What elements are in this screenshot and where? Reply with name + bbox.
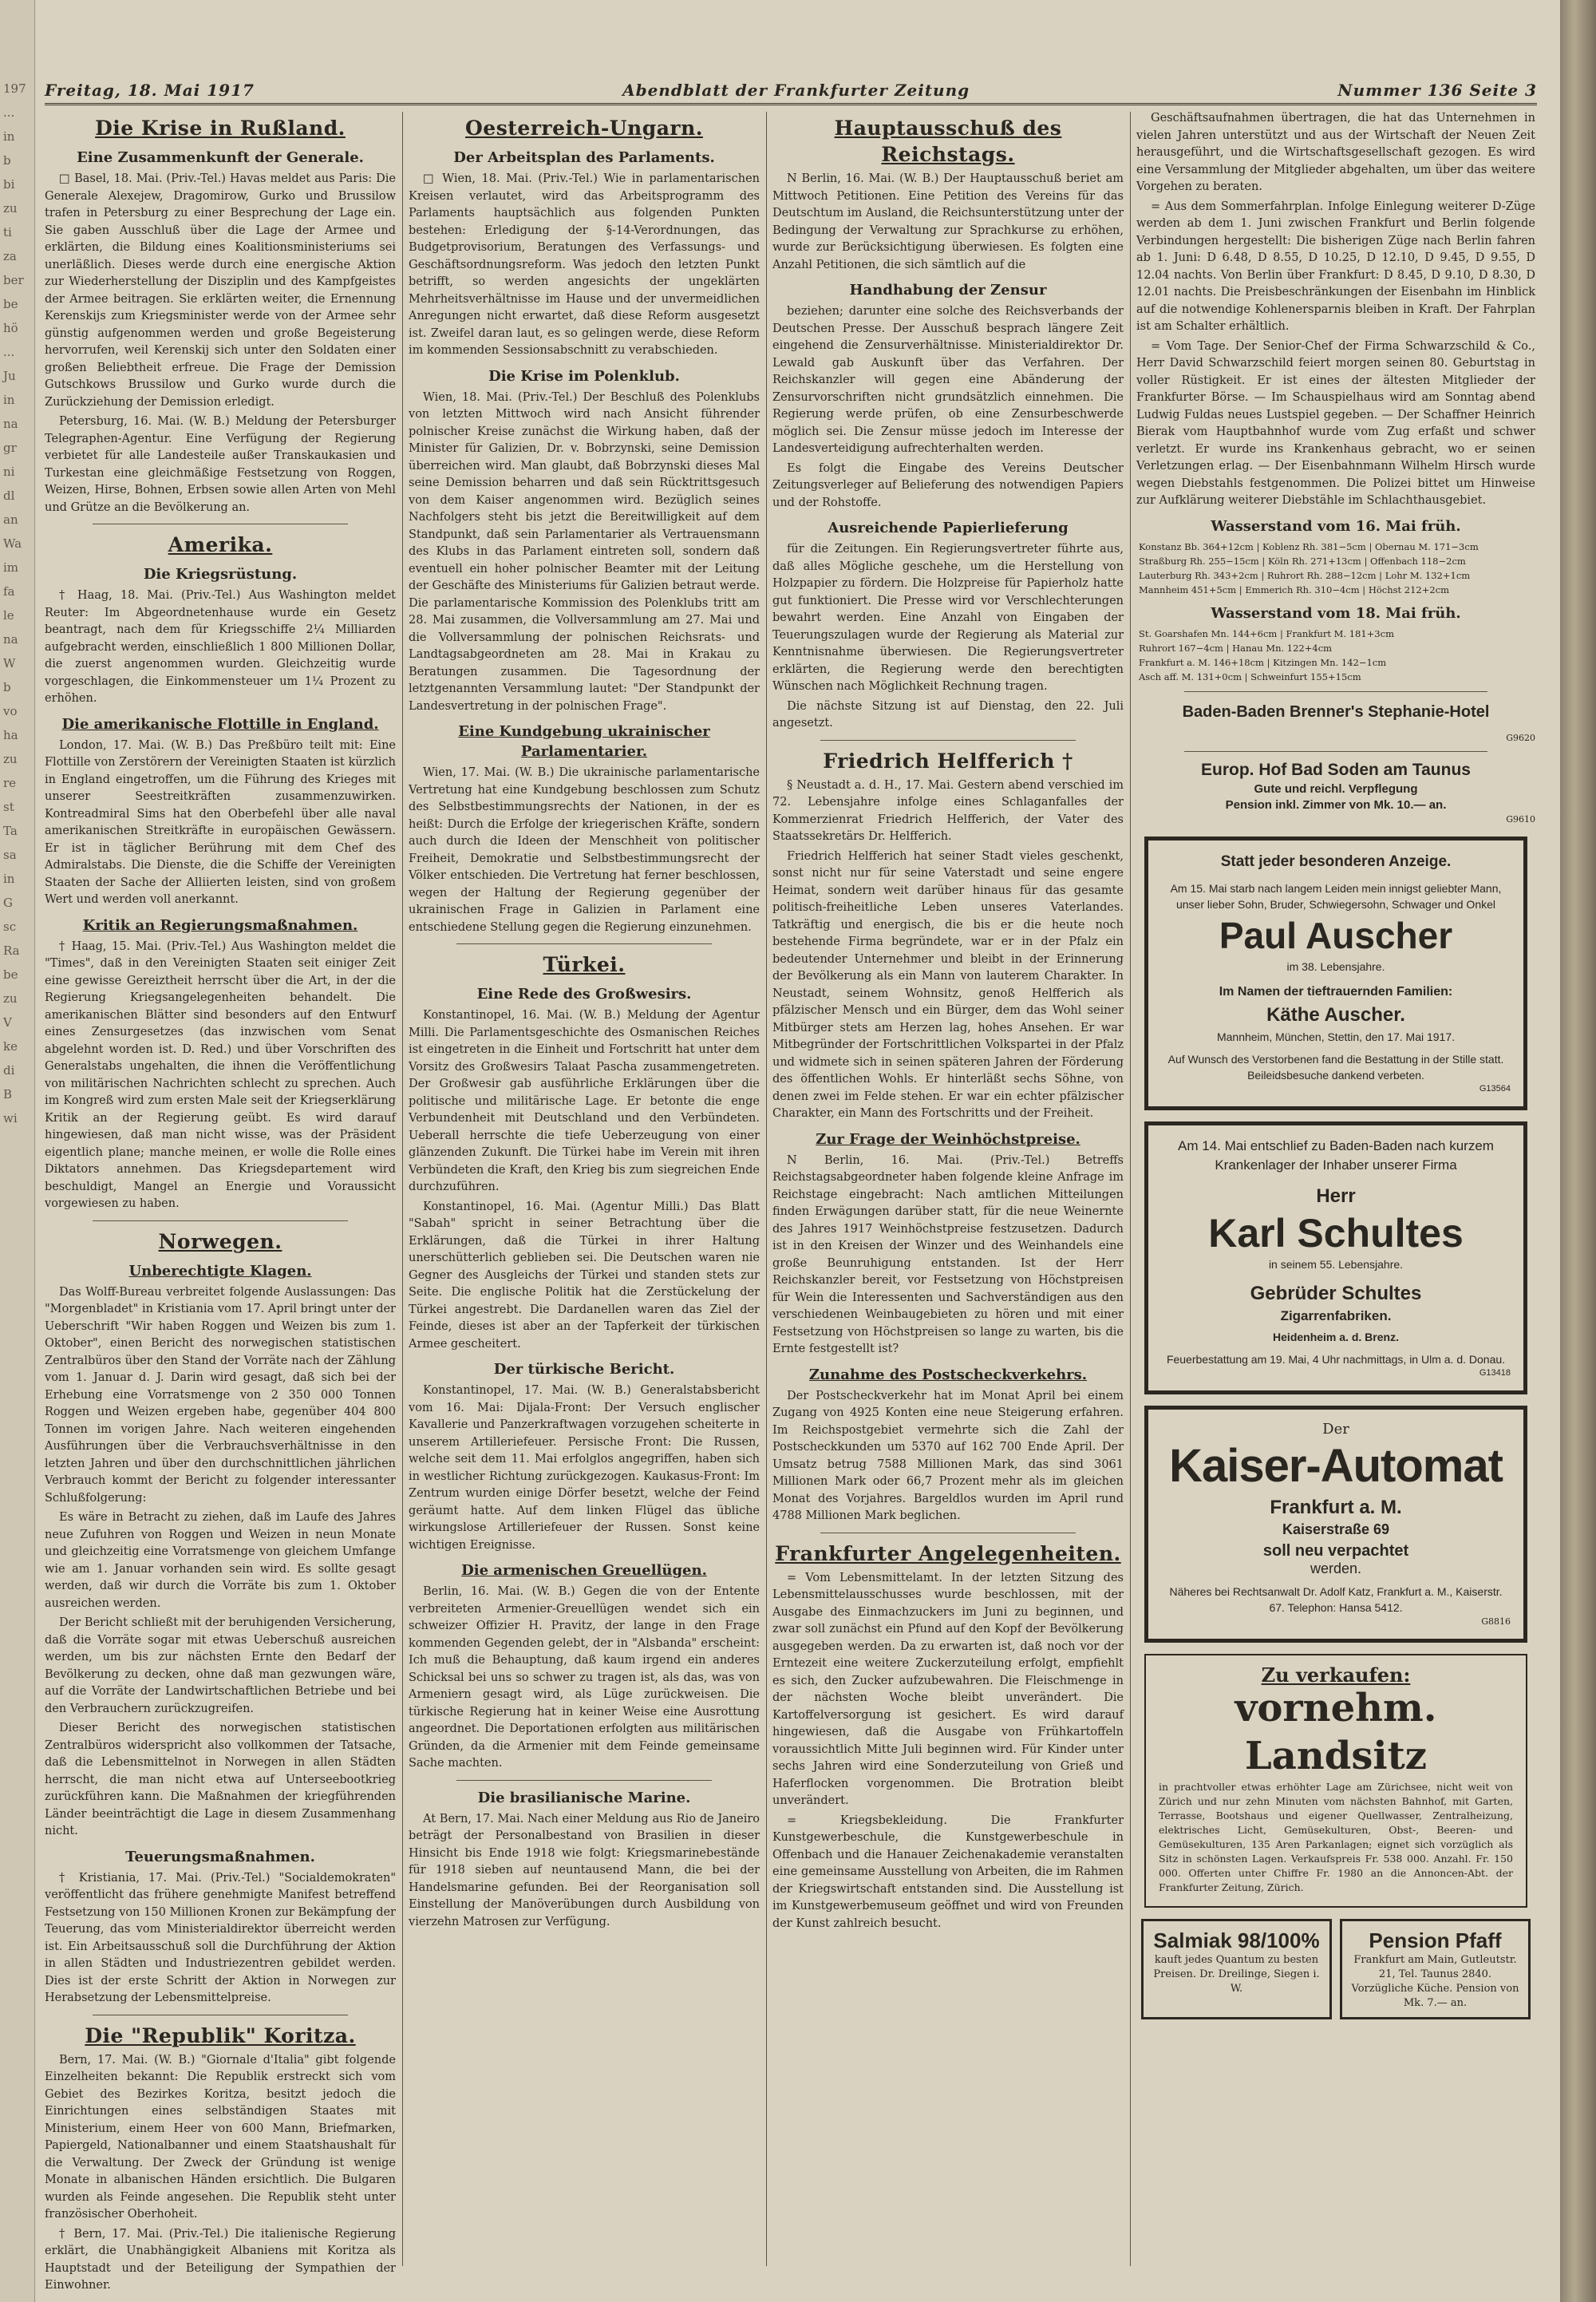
separator: [1184, 691, 1487, 692]
column-4: [1136, 110, 1535, 2270]
article-paragraph: Berlin, 16. Mai. (W. B.) Gegen die von der Entente verbreiteten Armenier-Greuellügen wendet sich ein schweizer Offizier H. Pravitz, der lange in den Frage kommenden Gegenden gelebt, der in "Alsbanda" erscheint: Ich muß die Behauptung, daß kaum irgend ein anderes Schicksal bei uns so schwer zu tragen ist, als das, was von Armeniern gesagt wird, als Lüge zurückweisen. Die türkische Regierung hat in keiner Weise eine Ausrottung angeordnet. Die Deportationen erfolgten aus militärischen Gründen, da die Armenier mit dem Feinde gemeinsame Sache machten.: [409, 1585, 760, 1770]
article-paragraph: Der Bericht schließt mit der beruhigenden Versicherung, daß die Vorräte sogar mit etwas Ueberschuß ausreichen werden, um bis zur nächsten Ernte den Bedarf der Bevölkerung zu decken, ohne daß man gezwungen wäre, auf die Vorräte der Landwirtschaftlichen Betriebe und bei den Verbrauchern zurückzugreifen.: [45, 1616, 396, 1715]
cut-text-fragment: hö: [3, 321, 18, 335]
article-paragraph: § Neustadt a. d. H., 17. Mai. Gestern abend verschied im 72. Lebensjahre infolge eines Schlaganfalles der Kommerzienrat Friedrich Helfferich, der Vater des Staatssekretärs Dr. Helfferich.: [772, 778, 1124, 843]
cut-text-fragment: sc: [3, 920, 17, 934]
cut-text-fragment: dl: [3, 488, 15, 503]
headline-helfferich: Friedrich Helfferich †: [823, 749, 1073, 773]
article-paragraph: Wien, 17. Mai. (W. B.) Die ukrainische parlamentarische Vertretung hat eine Kundgebung beschlossen zum Schutz des Selbstbestimmungsrechts der Nationen, in der es heißt: Durch die Erfolge der kriegerischen Kräfte, sondern auch durch die Ideen der Menschheit von politischer Freiheit, Demokratie und Selbstbestimmungsrecht der Völker entschieden. Die Vertretung hat ferner beschlossen, wegen der Haltung der Regierung gegenüber der ukrainischen Frage in Galizien in Parlament eine entschiedene Stellung gegen die Regierung einzunehmen.: [409, 766, 760, 934]
water-row: Konstanz Bb. 364+12cm | Koblenz Rh. 381−5cm | Obernau M. 171−3cm: [1139, 540, 1479, 552]
ad-pension-pfaff: [1340, 1919, 1531, 2019]
subhead-marine: Die brasilianische Marine.: [477, 1789, 691, 1806]
ad-landsitz-name: vornehm. Landsitz: [1235, 1685, 1437, 1778]
cut-text-fragment: za: [3, 249, 17, 263]
cut-text-fragment: zu: [3, 201, 18, 216]
headline-hauptausschuss: Hauptausschuß des Reichstags.: [834, 117, 1062, 166]
subhead-papier: Ausreichende Papierlieferung: [828, 520, 1069, 536]
article-paragraph: beziehen; darunter eine solche des Reichsverbands der Deutschen Presse. Der Ausschuß besprach längere Zeit eingehend die Zensurverhältnisse. Ministerialdirektor Dr. Lewald gab Auskunft über das Verfahren. Der Reichskanzler will gegen eine Abänderung der Zensurvorschriften nicht grundsätzlich einnehmen. Die Regierung werde prüfen, ob eine Zensurbeschwerde möglich sei. Die Zensur müsse jedoch im Interesse der Landesverteidigung aufrechterhalten werden.: [772, 305, 1124, 455]
obit-foot: Auf Wunsch des Verstorbenen fand die Bestattung in der Stille statt. Beileidsbesuche dankend verbeten.: [1167, 1052, 1504, 1082]
headline-oesterreich: Oesterreich-Ungarn.: [465, 117, 703, 140]
ad-kaiser-name: Kaiser-Automat: [1169, 1439, 1503, 1492]
subhead-generale: Eine Zusammenkunft der Generale.: [77, 149, 364, 166]
article-paragraph: = Vom Lebensmittelamt. In der letzten Sitzung des Lebensmittelausschusses wurde beschlossen, mit der Ausgabe des Einmachzuckers im Juni zu beginnen, und zwar soll zunächst ein Pfund auf den Kopf der Bevölkerung ausgegeben werden. Da zu erwarten ist, daß noch vor der Erntezeit eine weitere Zuckerzuteilung erfolgt, empfiehlt es sich, den Zucker aufzubewahren. Die Fleischmenge in der nächsten Woche bleibt unverändert. Die Kartoffelversorgung ist gesichert. Es wird darauf hingewiesen, daß die Ausgabe von Frühkartoffeln voraussichtlich Mitte Juli beginnen wird. Für Kinder unter sechs Jahren wird eine Sonderzuteilung von Grieß und Haferflocken vorgenommen. Die Brotration bleibt unverändert.: [772, 1571, 1124, 1807]
obit-top: Statt jeder besonderen Anzeige.: [1220, 852, 1452, 870]
obit-place: Heidenheim a. d. Brenz.: [1273, 1331, 1399, 1343]
ad-kaiser-soll: soll neu verpachtet: [1262, 1542, 1409, 1560]
cut-text-fragment: zu: [3, 752, 18, 766]
subhead-postscheck: Zunahme des Postscheckverkehrs.: [808, 1366, 1088, 1383]
cut-text-fragment: in: [3, 393, 15, 407]
article-paragraph: für die Zeitungen. Ein Regierungsvertreter führte aus, daß alles Mögliche geschehe, um die Herstellung von Holzpapier zu fördern. Die Holzpreise für Papierholz hatte gut funktioniert. Die Presse wird vor Verschlechterungen bewahrt werden. Eine Anzahl von Eingaben der Teuerungszulagen wurde der Regierung als Material zur Kenntnisnahme überwiesen. Die Regierungsvertreter erklärten, die Regierung werde den berechtigten Wünschen nach Möglichkeit Rechnung tragen.: [772, 543, 1124, 693]
water-row: Frankfurt a. M. 146+18cm | Kitzingen Mn. 142−1cm: [1139, 656, 1387, 668]
water-row: Ruhrort 167−4cm | Hanau Mn. 122+4cm: [1139, 642, 1333, 654]
cut-text-fragment: st: [3, 800, 14, 814]
ad-salmiak-title: Salmiak 98/100%: [1153, 1928, 1320, 1952]
article-paragraph: Friedrich Helfferich hat seiner Stadt vieles geschenkt, sonst nicht nur für seine Vaterstadt und seine engere Heimat, sondern weit darüber hinaus für das gesamte politisch-freiheitliche Leben unseres Vaterlandes. Tatkräftig und energisch, die bis er die heute noch bestehende Firma begründete, war er in der Pfalz ein bedeutender Unternehmer und bleibt in der Erinnerung der Bevölkerung als ein Mann von lauterem Charakter. In Neustadt, seinem Wohnsitz, genoß Helfferich als pfälzischer Mensch und ein Bürger, dem das Wohl seiner Mitbürger stets am Herzen lag, hohes Ansehen. Er war Mitbegründer der Fortschrittlichen Volkspartei in der Pfalz und widmete sich in seinen späteren Jahren der Förderung des öffentlichen Wohls. Er hinterläßt sechs Söhne, von denen zwei im Felde stehen. Er war ein echter pfälzischer Charakter, ein Mann des Fortschritts und der Freiheit.: [772, 849, 1124, 1120]
ad-kaiser-city: Frankfurt a. M.: [1270, 1496, 1402, 1518]
article-paragraph: □ Wien, 18. Mai. (Priv.-Tel.) Wie in parlamentarischen Kreisen verlautet, wird das Arbeitsprogramm des Parlaments hauptsächlich aus folgenden Punkten bestehen: Erledigung der §-14-Verordnungen, das Budgetprovisorium, Beratungen des Verfassungs- und Geschäftsordnungsreform. Was jedoch den letzten Punkt betrifft, so werden angesichts der ungeklärten Mehrheitsverhältnisse im Hause und der unvermeidlichen Anregungen nicht erwartet, daß diese Reform ausgesetzt ist. Zweifel daran laut, es so gelingen werde, diese Reform im kommenden Sessionsabschnitt zu verabschieden.: [409, 172, 760, 357]
article-paragraph: Konstantinopel, 16. Mai. (W. B.) Meldung der Agentur Milli. Die Parlamentsgeschichte des Osmanischen Reiches ist eingetreten in die Einheit und Fortschritt hat unter dem Vorsitz des Großwesirs Talaat Pascha zusammengetreten. Der Großwesir gab ausführliche Erklärungen über die politische und militärische Lage. Er betonte die enge Verbundenheit mit Deutschland und den Verbündeten. Ueberall herrschte die tiefe Ueberzeugung von einer glänzenden Zukunft. Die Türkei habe im Verein mit ihren Verbündeten die Kraft, den Krieg bis zum siegreichen Ende durchzuführen.: [409, 1009, 760, 1193]
cut-text-fragment: B: [3, 1087, 13, 1102]
cut-text-fragment: V: [3, 1015, 12, 1030]
ad-salmiak-text: kauft jedes Quantum zu besten Preisen. Dr. Dreilinge, Siegen i. W.: [1153, 1953, 1320, 1995]
cut-text-fragment: Ta: [3, 824, 18, 838]
cut-text-fragment: ...: [3, 105, 15, 120]
article-paragraph: London, 17. Mai. (W. B.) Das Preßbüro teilt mit: Eine Flottille von Zerstörern der Vereinigten Staaten ist kürzlich in England eingetroffen, um die Führung des Krieges mit unserer Seestreitkräften zusammenzuwirken. Kontreadmiral Sims hat den Oberbefehl über alle naval amerikanischen Streitkräfte in europäischen Gewässern. Er ist in täglicher Berührung mit dem Chef des Admiralstabs. Die Dienste, die die Schiffe der Vereinigten Staaten der Sache der Alliierten leisten, sind von großem Wert und werden voll anerkannt.: [45, 738, 396, 906]
cut-text-fragment: fa: [3, 584, 15, 599]
cut-text-fragment: be: [3, 967, 18, 982]
ad-landsitz-text: in prachtvoller etwas erhöhter Lage am Zürichsee, nicht weit von Zürich und nur zehn Minuten vom nächsten Bahnhof, mit Garten, Terrasse, Bootshaus und eigener Quellwasser, Zentralheizung, elektrisches Licht, Gemüsekulturen, Obst-, Beeren- und Gemüsekulturen, 135 Aren Parkanlagen; eignet sich vorzüglich als Sitz in schönsten Lagen. Verkaufspreis Fr. 538 000. Anzahl. Fr. 150 000. Offerten unter Chiffre Fr. 1980 an die Annoncen-Abt. der Frankfurter Zeitung, Zürich.: [1159, 1780, 1513, 1893]
article-paragraph: Dieser Bericht des norwegischen statistischen Zentralbüros widerspricht also vollkommen der Tatsache, daß die Lebensmittelnot in Norwegen in allen Städten herrscht, die man nicht etwa auf Unterseebootkrieg zurückführen kann. Die Maßnahmen der kriegführenden Länder beeinträchtigt die Lage in diesem Zusammenhang nicht.: [45, 1722, 396, 1837]
ad-landsitz-top: Zu verkaufen:: [1261, 1663, 1411, 1687]
subhead-arbeitsplan: Der Arbeitsplan des Parlaments.: [453, 149, 715, 166]
ad-code: G13564: [1479, 1083, 1511, 1094]
article-paragraph: At Bern, 17. Mai. Nach einer Meldung aus Rio de Janeiro beträgt der Personalbestand von Brasilien in dieser Hinsicht bis Ende 1918 wie folgt: Kriegsmarinebestände für 1918 sieben auf neuntausend Mann, die bei der Handelsmarine gefunden. Bei der Reorganisation soll Einstellung der Manöverübungen durch Ausbildung von vierzehn Matrosen zur Verfügung.: [409, 1812, 760, 1928]
subhead-rede: Eine Rede des Großwesirs.: [476, 986, 692, 1003]
article-paragraph: † Kristiania, 17. Mai. (Priv.-Tel.) "Socialdemokraten" veröffentlicht das frühere genehmigte Manifest betreffend Festsetzung von 150 Millionen Kronen zur Bekämpfung der Teuerung, das vom Ministerialdirektor überreicht werden ist. Ein Arbeitsausschuß soll die Durchführung der Aktion in allen Städten und Industriezentren gebildet werden. Dies ist der erste Schritt der Aktion in Norwegen zur Herabsetzung der Lebensmittelpreise.: [45, 1871, 396, 2004]
cut-text-fragment: vo: [3, 704, 18, 718]
obit-place: Mannheim, München, Stettin, den 17. Mai 1917.: [1216, 1030, 1456, 1043]
subhead-greuel: Die armenischen Greuellügen.: [461, 1562, 707, 1579]
article-paragraph: † Haag, 18. Mai. (Priv.-Tel.) Aus Washington meldet Reuter: Im Abgeordnetenhause wurde ein Gesetz beantragt, nach dem für Kriegsschiffe 2¼ Milliarden aufgebracht werden, einschließlich 1 800 Millionen Dollar, die zuerst angenommen wurden. Gleichzeitig wurde vorgeschlagen, die Einkommensteuer um 1¼ Prozent zu erhöhen.: [45, 589, 396, 705]
article-paragraph: = Aus dem Sommerfahrplan. Infolge Einlegung weiterer D-Züge werden ab dem 1. Juni zwischen Frankfurt und Berlin folgende Verbindungen hergestellt: Die bisherigen Züge nach Berlin fahren ab 1. Juni: D 6.48, D 8.55, D 10.25, D 12.10, D 9.45, D 9.55, D 12.04 nachts. Von Berlin über Frankfurt: D 8.45, D 9.10, D 8.30, D 12.01 nachts. Die Preisbeschränkungen der Eisenbahn im Hinblick auf die notwendige Kohlenersparnis bleiben in Kraft. Der Fahrplan ist am Schalter erhältlich.: [1136, 200, 1535, 333]
cut-text-fragment: gr: [3, 441, 17, 455]
article-paragraph: † Bern, 17. Mai. (Priv.-Tel.) Die italienische Regierung erklärt, die Unabhängigkeit Albaniens mit Koritza als Hauptstadt und der Beteiligung der Sympathien der Einwohner.: [45, 2227, 396, 2292]
cut-text-fragment: ke: [3, 1039, 18, 1054]
subhead-kundgebung: Eine Kundgebung ukrainischer Parlamentarier.: [458, 723, 710, 760]
water-row: Asch aff. M. 131+0cm | Schweinfurt 155+15cm: [1139, 670, 1361, 682]
article-paragraph: N Berlin, 16. Mai. (Priv.-Tel.) Betreffs Reichstagsabgeordneter haben folgende kleine Anfrage im Reichstage eingebracht: Nach amtlichen Mitteilungen finden Erwägungen darüber statt, für die neue Weinernte des Jahres 1917 Weinhöchstpreise festzusetzen. Dadurch ist in den Kreisen der Winzer und des Weinhandels eine große Beunruhigung entstanden. Ist der Herr Reichskanzler bereit, vor Festsetzung von Höchstpreisen für Wein die Interessenten und Sachverständigen aus den verschiedenen Weinbaugebieten zu hören und mit einer Festsetzung von Höchstpreisen so lange zu warten, bis die Ernte festgestellt ist?: [772, 1153, 1124, 1355]
cut-text-fragment: an: [3, 512, 18, 527]
article-paragraph: Bern, 17. Mai. (W. B.) "Giornale d'Italia" gibt folgende Einzelheiten bekannt: Die Republik erstreckt sich vom Gebiet des Bezirkes Koritza, besitzt jedoch die Einrichtungen eines selbständigen Staates mit Ministerium, einem Heer von 600 Mann, Briefmarken, Papiergeld, Nationalbanner und einem Staatshaushalt für die Verwaltung. Der Zweck der Gründung ist wenige Monate in albanischen Händen ersichtlich. Die Bulgaren wurden als Feinde angesehen. Die Republik steht unter französischer Oberhoheit.: [45, 2053, 396, 2221]
ad-kaiser-werden: werden.: [1310, 1560, 1362, 1576]
column-rule: [766, 112, 767, 2266]
cut-text-fragment: in: [3, 872, 15, 886]
water-row: Mannheim 451+5cm | Emmerich Rh. 310−4cm | Höchst 212+2cm: [1139, 583, 1450, 595]
cut-text-fragment: di: [3, 1063, 15, 1078]
headline-republik: Die "Republik" Koritza.: [85, 2023, 356, 2047]
subhead-flottille: Die amerikanische Flottille in England.: [61, 715, 379, 733]
ad-row-bottom: [1141, 1919, 1531, 2019]
obituary-auscher: [1144, 837, 1527, 1110]
water-row: Straßburg Rh. 255−15cm | Köln Rh. 271+13cm | Offenbach 118−2cm: [1139, 555, 1466, 567]
cut-text-fragment: Ju: [3, 369, 16, 383]
previous-page-edge: [0, 0, 35, 2302]
article-paragraph: Die nächste Sitzung ist auf Dienstag, den 22. Juli angesetzt.: [772, 699, 1124, 730]
obit-name: Paul Auscher: [1219, 914, 1453, 956]
water-level-16-title: Wasserstand vom 16. Mai früh.: [1211, 517, 1461, 535]
article-paragraph: Das Wolff-Bureau verbreitet folgende Auslassungen: Das "Morgenbladet" in Kristiania vom 17. April bringt unter der Ueberschrift "Wir haben Roggen und Weizen bis zum 1. Oktober", einen Bericht des norwegischen statistischen Zentralbüros über den Stand der Vorräte nach der Zählung vom 1. Januar d. J. Darin wird gesagt, daß sich bei der Erhebung eine Vorratsmenge von 2 350 000 Tonnen Roggen und Weizen ergeben habe, gegenüber 404 800 Tonnen im vorigen Jahre. Nach weiteren eingehenden Ausführungen über die Verbrauchsverhältnisse in den letzten Jahren und über den durchschnittlichen jährlichen Verbrauch kommt der Bericht zu folgender interessanter Schlußfolgerung:: [45, 1285, 396, 1505]
separator: [820, 740, 1076, 741]
cut-text-fragment: b: [3, 153, 11, 168]
article-paragraph: Wien, 18. Mai. (Priv.-Tel.) Der Beschluß des Polenklubs von letzten Mittwoch wird nach Ansicht führender polnischer Kreise zunächst die Wirkung haben, daß der Minister für Galizien, Dr. v. Bobrzynski, seine Demission überreichen wird. Man glaubt, daß Bobrzynski dieses Mal seine Demission beharren und daß sein Rücktrittsgesuch von dem Kaiser angenommen wird. Bezüglich seines Nachfolgers steht bis jetzt die Bereitwilligkeit auf dem Standpunkt, daß sein Parlamentarier als Vertrauensmann des Klubs in das Parlament eintreten soll, sondern daß eventuell ein hoher polnischer Beamter mit der Leitung der Geschäfte des Ministeriums für Galizien betraut werde. Die parlamentarische Kommission des Polenklubs tritt am 28. Mai zusammen, die Vollversammlung am 27. Mai und die Vollversammlung der polnischen Reichsrats- und Landtagsabgeordneten am 28. Mai in Krakau zu Beratungen zusammen. Die Tagesordnung der letztgenannten Versammlung lautet: "Der Standpunkt der Landesvertretung in der polnischen Frage".: [409, 390, 760, 713]
cut-text-fragment: re: [3, 776, 17, 790]
ad-code: G9610: [1506, 813, 1535, 825]
separator: [456, 1780, 712, 1781]
page-header: [45, 77, 1537, 105]
cut-text-fragment: wi: [3, 1111, 18, 1125]
ad-kaiser-automat: [1144, 1406, 1527, 1643]
separator: [93, 1220, 348, 1221]
ad-kaiser-info: Näheres bei Rechtsanwalt Dr. Adolf Katz, Frankfurt a. M., Kaiserstr. 67. Telephon: Hansa 5412.: [1169, 1585, 1503, 1614]
obit-age: in seinem 55. Lebensjahre.: [1268, 1257, 1404, 1271]
water-level-18-title: Wasserstand vom 18. Mai früh.: [1211, 604, 1461, 622]
cut-text-fragment: be: [3, 297, 18, 311]
column-3: [772, 110, 1124, 2270]
headline-frankfurter: Frankfurter Angelegenheiten.: [775, 1541, 1121, 1565]
subhead-teuerung: Teuerungsmaßnahmen.: [125, 1848, 315, 1865]
subhead-bericht: Der türkische Bericht.: [493, 1361, 675, 1378]
ad-kaiser-street: Kaiserstraße 69: [1282, 1521, 1390, 1537]
cut-text-fragment: ber: [3, 273, 24, 287]
water-level-18-table: [1136, 627, 1535, 684]
ad-soden-title: Europ. Hof Bad Soden am Taunus: [1201, 760, 1471, 779]
obit-herr: Herr: [1316, 1185, 1356, 1207]
separator: [1184, 751, 1487, 752]
obituary-schultes: [1144, 1121, 1527, 1395]
cut-text-fragment: b: [3, 680, 11, 694]
obit-family: Im Namen der tieftrauernden Familien:: [1219, 984, 1453, 999]
cut-text-fragment: ...: [3, 345, 15, 359]
obit-text: Am 14. Mai entschlief zu Baden-Baden nach kurzem Krankenlager der Inhaber unserer Firma: [1178, 1137, 1494, 1173]
subhead-kritik: Kritik an Regierungsmaßnahmen.: [82, 916, 358, 934]
cut-text-fragment: zu: [3, 991, 18, 1006]
article-paragraph: Geschäftsaufnahmen übertragen, die hat das Unternehmen in vielen Jahren unterstützt und aus der Wirtschaft der Neuen Zeit herausgeführt, und die Wirtschaftsgesellschaft gezogen. Es wird eine Versammlung der Mitglieder abgehalten, um über das weitere Vorgehen zu beraten.: [1136, 112, 1535, 193]
article-paragraph: † Haag, 15. Mai. (Priv.-Tel.) Aus Washington meldet die "Times", daß in den Vereinigten Staaten seit einiger Zeit eine gewisse Gereiztheit herrscht über die Art, in der die Regierung Kriegsangelegenheiten behandelt. Die amerikanischen Blätter sind besonders auf den Entwurf eines Zensurgesetzes (das inzwischen vom Senat abgelehnt worden ist. D. Red.) und über Vorschriften des Generalstabs ungehalten, die ihnen die Veröffentlichung von militärischen Nachrichten schlecht zu sprechen. Auch im Kongreß wird zum ersten Male seit der Kriegserklärung Kritik an der Regierung geübt. Es wird darauf hingewiesen, daß man nicht wisse, was der Präsident eigentlich plane; manche meinen, er wolle die Rolle eines Diktators annehmen. Das Kriegsdepartement wird beschuldigt, Mangel an Energie und Voraussicht vorgewiesen zu haben.: [45, 939, 396, 1210]
column-1: [45, 110, 396, 2292]
water-row: Lauterburg Rh. 343+2cm | Ruhrort Rh. 288−12cm | Lohr M. 132+1cm: [1139, 569, 1471, 581]
cut-text-fragment: ti: [3, 225, 12, 239]
subhead-polenklub: Die Krise im Polenklub.: [488, 367, 680, 385]
ad-pfaff-title: Pension Pfaff: [1369, 1928, 1502, 1952]
header-number: Nummer 136 Seite 3: [1337, 80, 1537, 100]
cut-text-fragment: Wa: [3, 536, 22, 551]
ad-code: G13418: [1479, 1368, 1511, 1378]
header-masthead: Abendblatt der Frankfurter Zeitung: [622, 80, 970, 100]
obit-firm: Gebrüder Schultes: [1250, 1282, 1422, 1304]
book-spine: [1560, 0, 1596, 2302]
ad-code: G9620: [1506, 732, 1535, 743]
obit-age: im 38. Lebensjahre.: [1286, 959, 1385, 973]
ad-brenner: Baden-Baden Brenner's Stephanie-Hotel: [1182, 702, 1490, 721]
ad-landsitz: [1144, 1654, 1527, 1908]
cut-text-fragment: sa: [3, 848, 17, 862]
column-2: [409, 110, 760, 2270]
subhead-weinhoechst: Zur Frage der Weinhöchstpreise.: [816, 1130, 1080, 1148]
header-date: Freitag, 18. Mai 1917: [45, 80, 255, 100]
cut-text-fragment: ha: [3, 728, 18, 742]
cut-text-fragment: le: [3, 608, 14, 623]
cut-text-fragment: na: [3, 417, 18, 431]
obit-foot: Feuerbestattung am 19. Mai, 4 Uhr nachmittags, in Ulm a. d. Donau.: [1166, 1353, 1506, 1366]
cut-text-fragment: bi: [3, 177, 15, 192]
article-paragraph: Es folgt die Eingabe des Vereins Deutscher Zeitungsverleger auf Belieferung des notwendigen Papiers und der Rohstoffe.: [772, 461, 1124, 509]
water-row: St. Goarshafen Mn. 144+6cm | Frankfurt M. 181+3cm: [1139, 627, 1394, 639]
cut-text-fragment: in: [3, 129, 15, 144]
ad-der: Der: [1322, 1421, 1349, 1438]
cut-text-fragment: G: [3, 896, 13, 910]
cut-text-fragment: Ra: [3, 943, 20, 958]
cut-text-fragment: 197: [3, 81, 26, 96]
obit-name: Karl Schultes: [1208, 1210, 1464, 1256]
ad-code: G8816: [1481, 1616, 1511, 1627]
cut-text-fragment: na: [3, 632, 18, 647]
subhead-kriegsruestung: Die Kriegsrüstung.: [143, 566, 298, 583]
obit-text: Am 15. Mai starb nach langem Leiden mein innigst geliebter Mann, unser lieber Sohn, Bruder, Schwiegersohn, Schwager und Onkel: [1170, 881, 1502, 911]
subhead-handhabung: Handhabung der Zensur: [849, 282, 1047, 299]
water-level-16-table: [1136, 540, 1535, 597]
article-paragraph: Es wäre in Betracht zu ziehen, daß im Laufe des Jahres neue Zufuhren von Roggen und Weizen in neun Monate und gleichzeitig eine Vorratsmenge von gleichem Umfange wie am 1. Januar vorhanden sein wird. Es sollte gesagt werden, daß wir durch die Vorräte bis zum 1. Oktober ausreichen werden.: [45, 1511, 396, 1610]
cut-text-fragment: ni: [3, 465, 15, 479]
column-rule: [402, 112, 403, 2266]
cut-text-fragment: W: [3, 656, 16, 670]
article-paragraph: = Kriegsbekleidung. Die Frankfurter Kunstgewerbeschule, die Kunstgewerbeschule in Offenbach und die Hanauer Zeichenakademie veranstalten eine gemeinsame Ausstellung von Arbeiten, die im Rahmen der Kriegswirtschaft entstanden sind. Die Ausstellung ist im Kunstgewerbemuseum geöffnet und wird von Freunden der Kunst zahlreich besucht.: [772, 1814, 1124, 1930]
article-paragraph: N Berlin, 16. Mai. (W. B.) Der Hauptausschuß beriet am Mittwoch Petitionen. Eine Petition des Vereins für das Deutschtum im Ausland, die Reichsunterstützung unter der Bedingung der Verwaltung zur Sprachkurse zu erhöhen, wurde zur Berücksichtigung überwiesen. Es folgten eine Anzahl Petitionen, die sich sämtlich auf die: [772, 172, 1124, 271]
headline-norwegen: Norwegen.: [158, 1229, 282, 1253]
ad-soden-line: Pension inkl. Zimmer von Mk. 10.— an.: [1225, 797, 1447, 812]
article-paragraph: Petersburg, 16. Mai. (W. B.) Meldung der Petersburger Telegraphen-Agentur. Eine Verfügung der Regierung verbietet für alle Landesteile außer Transkaukasien und Turkestan eine gleichmäßige Festsetzung von Roggen, Weizen, Hirse, Bohnen, Erbsen sowie allen Arten von Mehl und Grütze an die Bevölkerung an.: [45, 415, 396, 514]
article-paragraph: Konstantinopel, 16. Mai. (Agentur Milli.) Das Blatt "Sabah" spricht in seiner Betrachtung über die Erklärungen, daß die Türkei in ihrer Haltung unerschütterlich geblieben sei. Die Deutschen waren nie Gegner des Ausgleichs der Türkei und standen stets zur Seite. Die englische Politik hat die Zerstückelung der Türkei angestrebt. Die Dardanellen waren das Ziel der Feinde, dieses ist aber an der Tapferkeit der türkischen Armee gescheitert.: [409, 1200, 760, 1351]
headline-amerika: Amerika.: [168, 533, 273, 556]
ad-soden-line: Gute und reichl. Verpflegung: [1254, 781, 1418, 796]
separator: [456, 943, 712, 944]
article-paragraph: Der Postscheckverkehr hat im Monat April bei einem Zugang von 4925 Konten eine neue Steigerung erfahren. Im Reichspostgebiet vermehrte sich die Zahl der Postscheckkunden um 5370 auf 162 700 Ende April. Der Umsatz betrug 7588 Millionen Mark, das sind 3061 Millionen Mark oder 66,7 Prozent mehr als im gleichen Monat des Vorjahres. Bargeldlos wurden im April rund 4788 Millionen Mark beglichen.: [772, 1389, 1124, 1522]
cut-text-fragment: im: [3, 560, 19, 575]
subhead-klagen: Unberechtigte Klagen.: [128, 1262, 312, 1280]
headline-russland: Die Krise in Rußland.: [95, 117, 346, 140]
headline-tuerkei: Türkei.: [543, 953, 626, 976]
obit-widow: Käthe Auscher.: [1266, 1003, 1405, 1026]
article-paragraph: □ Basel, 18. Mai. (Priv.-Tel.) Havas meldet aus Paris: Die Generale Alexejew, Dragomirow, Gurko und Brussilow trafen in Petersburg zu einer Besprechung der Lage ein. Sie gaben Ausschluß über die Lage der Armee und erklärten, die Bildung eines Koalitionsministeriums sei unerläßlich. Dieses werde durch eine energische Aktion zur Wiederherstellung der Disziplin und des Kampfgeistes der Armee beitragen. Sie erklärten weiter, die Ernennung Kerenskijs zum Kriegsminister werde von der Armee sehr günstig aufgenommen werden und große Begeisterung hervorrufen, weil Kerenskij sich unter den Soldaten einer großen Beliebtheit erfreue. Die Frage der Demission Gutschkows Brussilow und Gurko wurde durch die Zurückziehung der Demission erledigt.: [45, 172, 396, 409]
column-rule: [1130, 112, 1131, 2266]
article-paragraph: = Vom Tage. Der Senior-Chef der Firma Schwarzschild & Co., Herr David Schwarzschild feiert morgen seinen 80. Geburtstag in voller Rüstigkeit. Er ist eines der ältesten Mitglieder der Frankfurter Börse. — Im Schauspielhaus wird am Sonntag abend Ludwig Fuldas neues Lustspiel gegeben. — Der Schaffner Heinrich Bierak vom Hauptbahnhof wurde vom Zug erfaßt und schwer verletzt. Er wurde ins Krankenhaus gebracht, wo er seinen Verletzungen erlag. — Der Eisenbahnmann Wilhelm Hirsch wurde wegen Diebstahls festgenommen. Die Polizei bittet um Hinweise zur Aufklärung weiterer Diebstähle im Schlachthausgebiet.: [1136, 339, 1535, 507]
obit-firm2: Zigarrenfabriken.: [1280, 1307, 1392, 1323]
article-paragraph: Konstantinopel, 17. Mai. (W. B.) Generalstabsbericht vom 16. Mai: Dijala-Front: Der Versuch englischer Kavallerie und Panzerkraftwagen vorzugehen scheiterte in unserem Artilleriefeuer. Persische Front: Die Russen, welche seit dem 11. Mai erfolglos angegriffen, haben sich in westlicher Richtung zurückgezogen. Kaukasus-Front: Im Zentrum wurden einige Dörfer besetzt, welche der Feind geräumt hatte. Auf dem linken Flügel das übliche wirkungslose Artilleriefeuer der Russen. Sonst keine wichtigen Ereignisse.: [409, 1384, 760, 1552]
ad-pfaff-text: Frankfurt am Main, Gutleutstr. 21, Tel. Taunus 2840. Vorzügliche Küche. Pension von Mk. 7.— an.: [1351, 1953, 1519, 2009]
ad-salmiak: [1141, 1919, 1332, 2019]
